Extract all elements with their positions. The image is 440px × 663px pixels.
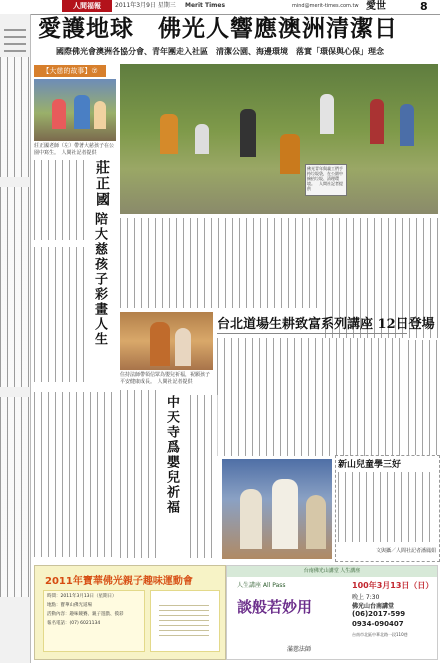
- lecture-series: 人生講座 All Pass: [237, 582, 286, 589]
- lecture-phone: 0934-090407: [352, 620, 404, 628]
- ad-title: 2011年寶華佛光親子趣味運動會: [45, 576, 193, 587]
- index-text-block: [0, 187, 30, 387]
- index-rule: [4, 36, 26, 38]
- temple-photo: [120, 312, 213, 370]
- child-figure: [306, 495, 326, 549]
- main-photo: [120, 64, 438, 214]
- lower-story-title: 中天寺爲嬰兒祈福: [164, 395, 179, 515]
- lecture-date: 100年3月13日（日）: [352, 581, 434, 590]
- ad-line: 報名電話：(07) 6021134: [47, 621, 101, 626]
- devotee-figure: [175, 328, 191, 366]
- ad-line: 活動內容：趣味競賽、親子遊戲、摸彩: [47, 612, 124, 617]
- section-name: 愛世: [366, 1, 386, 12]
- middle-story-text: [217, 338, 405, 456]
- volunteer-figure: [195, 124, 209, 154]
- feature-body-text: [34, 392, 116, 557]
- main-subhead: 國際佛光會澳洲各協分會、青年團走入社區 清潔公園、海邊環境 落實「環保與心保」理念: [56, 47, 384, 56]
- temple-photo-caption: 住持法師帶領信眾為嬰兒祈福，祝願孩子平安健康成長。 人間社記者提供: [120, 372, 211, 385]
- child-figure: [94, 101, 106, 129]
- index-rule: [4, 50, 26, 52]
- lecture-ad-header: 台南佛光山講堂 人生講座: [227, 566, 437, 577]
- ad-info-box: [43, 590, 145, 652]
- lower-story-text: [190, 395, 218, 558]
- index-rule: [4, 43, 26, 45]
- feature-title-box: [88, 212, 114, 392]
- children-photo: [222, 459, 332, 559]
- feature-tag: 【大慈的故事】⑦: [34, 65, 106, 77]
- feature-title-sub: 陪大慈孩子彩畫人生: [92, 212, 107, 347]
- ad-line: 時間：2011年3月13日（星期日）: [47, 594, 117, 599]
- child-figure: [74, 95, 90, 129]
- lower-title-box: [160, 395, 186, 545]
- main-photo-caption: 佛光青年與義工們手持垃圾袋，在公園中撿拾垃圾、清理環境。 人間社記者提供: [307, 166, 343, 191]
- box-story-title: 新山兒童學三好: [338, 460, 402, 470]
- ad-line: 地點：寶華山佛光道場: [47, 603, 92, 608]
- monk-figure: [150, 322, 170, 366]
- feature-body-text: [34, 160, 86, 240]
- lecture-time: 晚上 7:30: [352, 594, 380, 601]
- box-story-byline: 文與攝／人間社記者潘鳳娟: [375, 548, 436, 554]
- left-index-strip: [0, 14, 31, 663]
- lecture-venue: 佛光山台南講堂: [352, 603, 395, 610]
- volunteer-figure: [320, 94, 334, 134]
- lecture-speaker: 滿慈法師: [287, 646, 312, 653]
- middle-story-title: 台北道場生耕致富系列講座 12日登場: [217, 317, 435, 332]
- main-headline: 愛護地球 佛光人響應澳洲清潔日: [38, 15, 398, 42]
- feature-body-text: [34, 247, 86, 382]
- feature-photo-caption: 莊正國老師（左）帶著大慈孩子在公園中寫生。 人間社記者提供: [34, 143, 115, 156]
- volunteer-figure: [400, 104, 414, 146]
- volunteer-figure: [240, 109, 256, 157]
- box-story-text: [338, 472, 435, 542]
- feature-photo: [34, 79, 116, 141]
- divider: [217, 333, 407, 334]
- ad-detail-box: [150, 590, 220, 652]
- index-text-block: [0, 397, 30, 597]
- ad-detail-lines: [159, 601, 209, 639]
- sports-day-ad: [34, 565, 226, 660]
- website: mind@merit-times.com.tw: [292, 3, 359, 9]
- main-story-text: [408, 340, 438, 455]
- lecture-address: 台南市北區中華北路一段110巷: [352, 632, 408, 637]
- feature-title-name: 莊正國: [94, 160, 110, 208]
- lecture-calligraphy: 談般若妙用: [237, 598, 313, 616]
- index-rule: [4, 29, 26, 31]
- main-story-text: [120, 218, 320, 308]
- page-number: 8: [420, 0, 428, 13]
- newspaper-logo: 人間福報: [62, 0, 112, 12]
- volunteer-figure: [160, 114, 178, 154]
- issue-date: 2011年3月9日 星期三: [115, 2, 176, 9]
- lower-story-text: [120, 390, 157, 558]
- volunteer-figure: [370, 99, 384, 144]
- child-figure: [240, 489, 262, 549]
- index-text-block: [0, 57, 30, 177]
- volunteer-figure: [280, 134, 300, 174]
- child-figure: [272, 479, 298, 549]
- brand-name: Merit Times: [185, 2, 226, 9]
- lecture-phone: (06)2017-599: [352, 610, 406, 618]
- photo-caption-box: [305, 164, 347, 196]
- child-figure: [52, 99, 66, 129]
- lecture-ad: [226, 565, 438, 660]
